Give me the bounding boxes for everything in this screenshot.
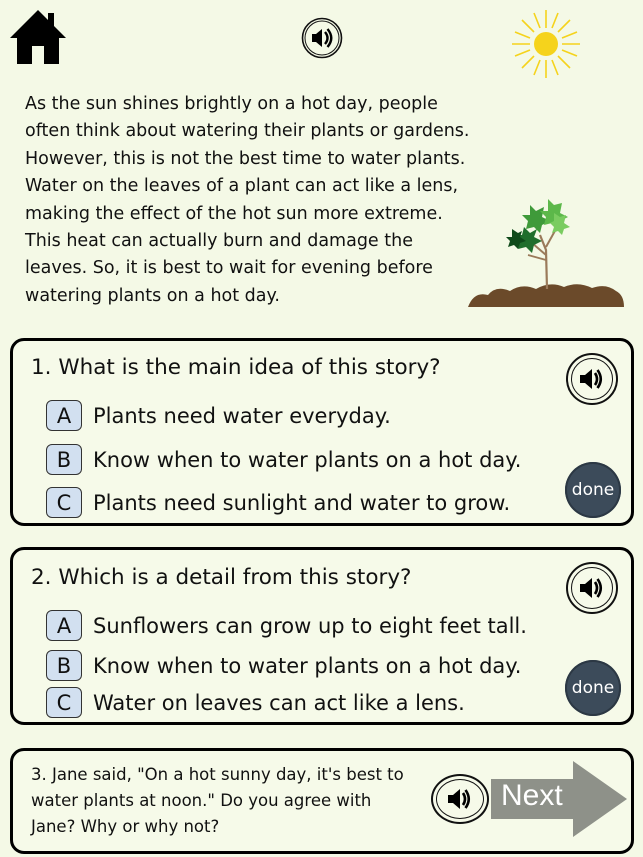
option-text[interactable]: Sunflowers can grow up to eight feet tall. <box>93 613 527 638</box>
question-2-audio-button[interactable] <box>566 562 618 614</box>
story-passage <box>25 91 485 310</box>
plant-icon <box>466 195 626 310</box>
story-line: making the effect of the hot sun more extreme. <box>25 203 443 224</box>
story-line: leaves. So, it is best to wait for evening before <box>25 258 433 279</box>
next-label: Next <box>501 779 563 812</box>
read-story-audio-button[interactable] <box>301 17 343 59</box>
option-letter[interactable]: A <box>46 400 82 431</box>
option-a[interactable] <box>46 609 527 642</box>
speaker-icon <box>577 364 607 394</box>
question-line: 3. Jane said, "On a hot sunny day, it's best to <box>31 765 404 784</box>
home-icon[interactable] <box>8 8 68 66</box>
option-letter[interactable]: A <box>46 610 82 641</box>
speaker-icon <box>445 784 475 814</box>
story-line: This heat can actually burn and damage the <box>25 231 413 252</box>
option-text[interactable]: Water on leaves can act like a lens. <box>93 690 465 715</box>
option-letter[interactable]: B <box>46 444 82 475</box>
option-c[interactable] <box>46 686 465 719</box>
question-text: 1. What is the main idea of this story? <box>31 355 441 380</box>
option-letter[interactable]: C <box>46 487 82 518</box>
question-line: Jane? Why or why not? <box>31 817 220 836</box>
option-text[interactable]: Plants need water everyday. <box>93 403 391 428</box>
question-line: water plants at noon." Do you agree with <box>31 791 372 810</box>
story-line: Water on the leaves of a plant can act like a lens, <box>25 176 459 197</box>
question-2-done-button[interactable]: done <box>565 660 621 716</box>
option-b[interactable] <box>46 649 521 682</box>
story-line: However, this is not the best time to water plants. <box>25 148 466 169</box>
option-a[interactable] <box>46 399 391 432</box>
option-text[interactable]: Know when to water plants on a hot day. <box>93 447 522 472</box>
story-line: As the sun shines brightly on a hot day, people <box>25 94 438 114</box>
next-button[interactable] <box>491 759 629 839</box>
question-1-card <box>10 338 634 526</box>
speaker-icon <box>301 17 343 59</box>
question-1-audio-button[interactable] <box>566 353 618 405</box>
option-text[interactable]: Know when to water plants on a hot day. <box>93 653 522 678</box>
question-3-card <box>10 748 634 854</box>
sun-icon <box>510 8 582 80</box>
option-b[interactable] <box>46 443 521 476</box>
question-text <box>31 762 426 840</box>
question-2-card <box>10 547 634 725</box>
option-letter[interactable]: C <box>46 687 82 718</box>
story-line: watering plants on a hot day. <box>25 285 280 306</box>
speaker-icon <box>577 573 607 603</box>
question-1-done-button[interactable]: done <box>565 462 621 518</box>
option-c[interactable] <box>46 486 510 519</box>
question-text: 2. Which is a detail from this story? <box>31 565 412 590</box>
question-3-audio-button[interactable] <box>431 774 489 824</box>
option-text[interactable]: Plants need sunlight and water to grow. <box>93 490 511 515</box>
story-line: often think about watering their plants or gardens. <box>25 121 470 142</box>
option-letter[interactable]: B <box>46 650 82 681</box>
